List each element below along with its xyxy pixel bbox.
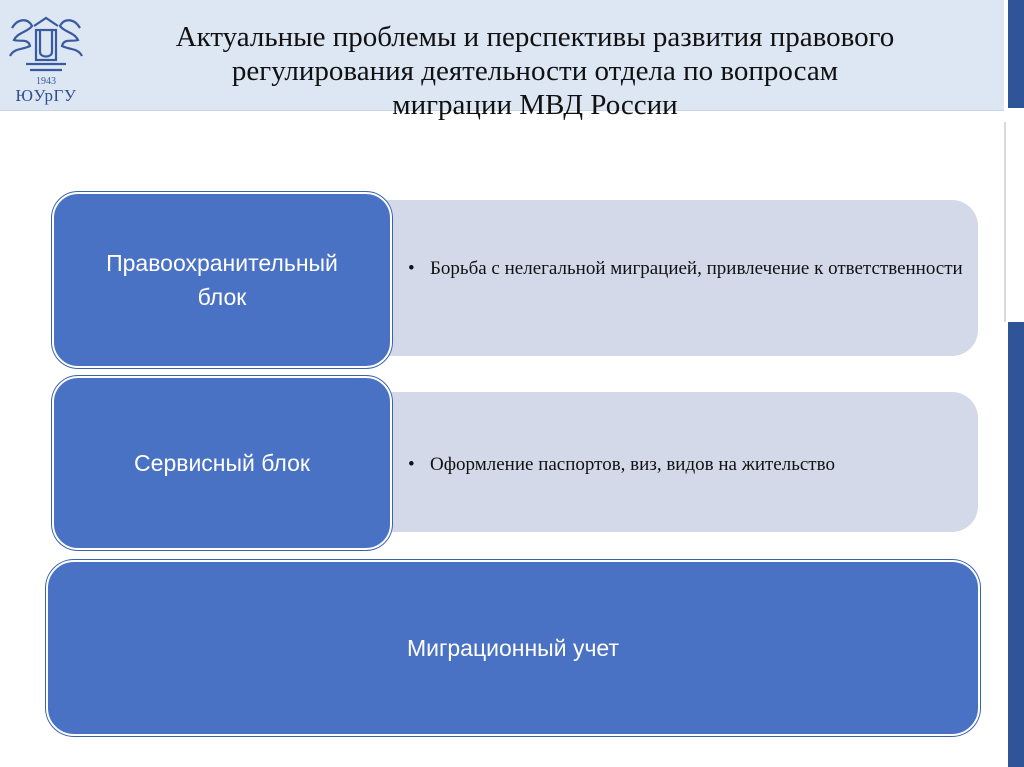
- block-label: Сервисный блок: [134, 450, 310, 476]
- description-box-law-enforcement: [360, 200, 978, 356]
- block-migration-registration: [46, 560, 980, 736]
- description-text: Оформление паспортов, виз, видов на жительство: [430, 454, 835, 475]
- description-text: Борьба с нелегальной миграцией, привлечение к ответственности: [430, 258, 963, 279]
- description-item: [408, 256, 970, 282]
- block-law-enforcement: [52, 192, 392, 368]
- description-box-service: [360, 392, 978, 532]
- slide-title: Актуальные проблемы и перспективы развития правового регулирования деятельности отдела по вопросам миграции МВД России: [175, 21, 895, 121]
- bullet-icon: •: [408, 454, 415, 475]
- svg-text:1943: 1943: [36, 76, 56, 87]
- side-divider: [1004, 122, 1006, 322]
- block-label: Правоохранительный блок: [106, 250, 338, 310]
- bullet-icon: •: [408, 258, 415, 279]
- side-bar-bottom: [1008, 322, 1024, 767]
- block-service: [52, 376, 392, 550]
- logo-text: ЮУрГУ: [15, 86, 77, 105]
- block-label: Миграционный учет: [406, 634, 619, 661]
- side-bar-top: [1008, 0, 1024, 108]
- description-item: [408, 452, 970, 478]
